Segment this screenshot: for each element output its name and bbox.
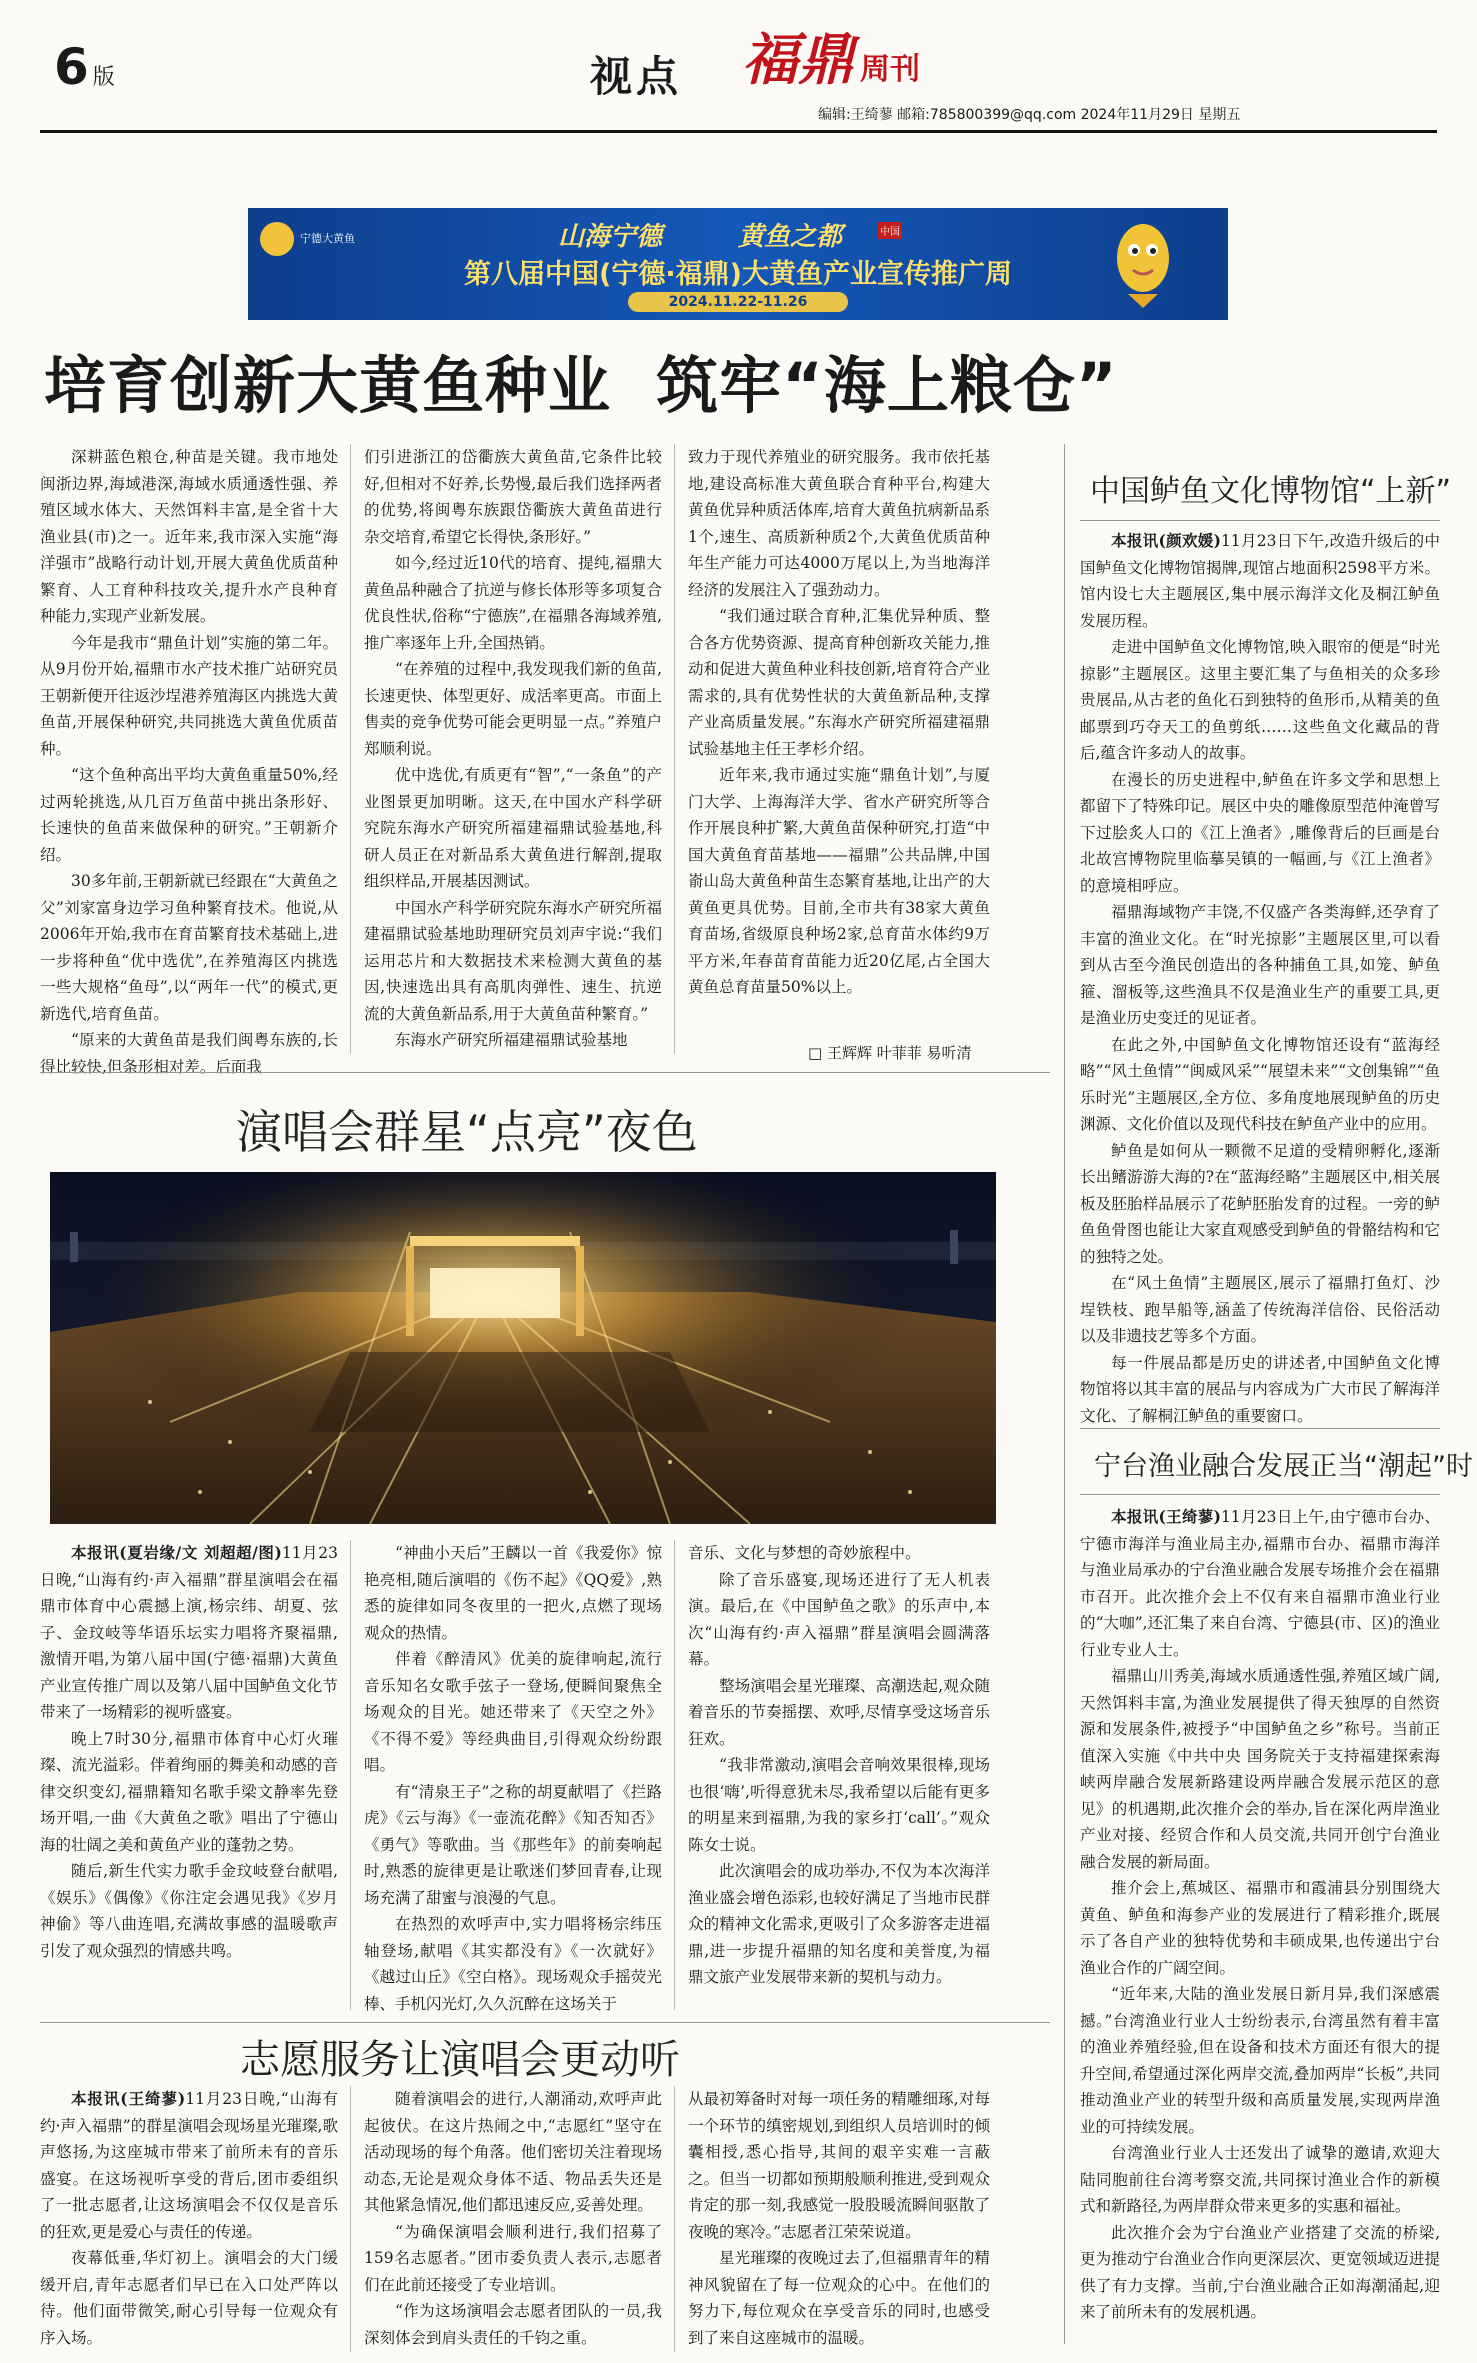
banner-dates: 2024.11.22-11.26	[628, 292, 848, 312]
museum-body	[1080, 528, 1441, 1425]
paragraph: 如今,经过近10代的培育、提纯,福鼎大黄鱼品种融合了抗逆与修长体形等多项复合优良性状,俗称“宁德族”,在福鼎各海域养殖,推广率逐年上升,全国热销。	[364, 554, 662, 652]
paragraph: 在漫长的历史进程中,鲈鱼在许多文学和思想上都留下了特殊印记。展区中央的雕像原型范仲淹曾写下过脍炙人口的《江上渔者》,雕像背后的巨画是台北故宫博物院里临摹吴镇的一幅画,与《江上渔者》的意境相呼应。	[1080, 770, 1440, 895]
paragraph: 从最初筹备时对每一项任务的精雕细琢,对每一个环节的缜密规划,到组织人员培训时的倾囊相授,悉心指导,其间的艰辛实难一言蔽之。但当一切都如预期般顺利推进,受到观众肯定的那一刻,我感觉一股股暖流瞬间驱散了夜晚的寒冷。”志愿者江荣荣说道。	[688, 2090, 990, 2241]
paragraph: 鲈鱼是如何从一颗微不足道的受精卵孵化,逐渐长出鳍游游大海的?在“蓝海经略”主题展区中,相关展板及胚胎样品展示了花鲈胚胎发育的过程。一旁的鲈鱼鱼骨图也能让大家直观感受到鲈鱼的骨骼结构和它的独特之处。	[1080, 1141, 1440, 1266]
concert-column-2	[364, 1540, 662, 2013]
column-divider	[674, 2086, 675, 2352]
volunteer-title: 志愿服务让演唱会更动听	[240, 2037, 680, 2083]
divider	[40, 2022, 1050, 2023]
masthead-name: 福鼎	[742, 27, 854, 93]
article-fish-column-3	[688, 444, 990, 1044]
paragraph: 走进中国鲈鱼文化博物馆,映入眼帘的便是“时光掠影”主题展区。这里主要汇集了与鱼相关的众多珍贵展品,从古老的鱼化石到独特的鱼形币,从精美的鱼邮票到巧夺天工的鱼剪纸……这些鱼文化藏品的背后,蕴含许多动人的故事。	[1080, 638, 1440, 762]
column-divider	[350, 2086, 351, 2352]
paragraph: 星光璀璨的夜晚过去了,但福鼎青年的精神风貌留在了每一位观众的心中。在他们的努力下,每位观众在享受音乐的同时,也感受到了来自这座城市的温暖。	[688, 2249, 990, 2347]
paragraph: 每一件展品都是历史的讲述者,中国鲈鱼文化博物馆将以其丰富的展品与内容成为广大市民了解海洋文化、了解桐江鲈鱼的重要窗口。	[1080, 1353, 1440, 1425]
divider	[1080, 1494, 1440, 1495]
banner-headline: 第八届中国(宁德·福鼎)大黄鱼产业宣传推广周	[464, 259, 1012, 290]
paragraph: 本报讯(王绮蓼)11月23日晚,“山海有约·声入福鼎”的群星演唱会现场星光璀璨,歌声悠扬,为这座城市带来了前所未有的音乐盛宴。在这场视听享受的背后,团市委组织了一批志愿者,让这场演唱会不仅仅是音乐的狂欢,更是爱心与责任的传递。	[40, 2089, 338, 2241]
paragraph: 台湾渔业行业人士还发出了诚挚的邀请,欢迎大陆同胞前往台湾考察交流,共同探讨渔业合作的新模式和新路径,为两岸群众带来更多的实惠和福祉。	[1080, 2144, 1440, 2215]
divider	[40, 1072, 1050, 1073]
paragraph: 本报讯(王绮蓼)11月23日上午,由宁德市台办、宁德市海洋与渔业局主办,福鼎市台办、福鼎市海洋与渔业局承办的宁台渔业融合发展专场推介会在福鼎市召开。此次推介会上不仅有来自福鼎市渔业行业的“大咖”,还汇集了来自台湾、宁德县(市、区)的渔业行业专业人士。	[1080, 1507, 1441, 1659]
paragraph: 整场演唱会星光璀璨、高潮迭起,观众随着音乐的节奏摇摆、欢呼,尽情享受这场音乐狂欢。	[688, 1676, 990, 1748]
paragraph: 有“清泉王子”之称的胡夏献唱了《拦路虎》《云与海》《一壶流花醉》《知否知否》《勇气》等歌曲。当《那些年》的前奏响起时,熟悉的旋律更是让歌迷们梦回青春,让现场充满了甜蜜与浪漫的气息。	[364, 1782, 662, 1907]
page-number-suffix: 版	[92, 65, 115, 90]
paragraph: 东海水产研究所福建福鼎试验基地	[395, 1031, 628, 1049]
paragraph: 随着演唱会的进行,人潮涌动,欢呼声此起彼伏。在这片热闹之中,“志愿红”坚守在活动现场的每个角落。他们密切关注着现场动态,无论是观众身体不适、物品丢失还是其他紧急情况,他们都迅速反应,妥善处理。	[364, 2090, 662, 2214]
paragraph: “原来的大黄鱼苗是我们闽粤东族的,长得比较快,但条形相对差。后面我	[40, 1031, 338, 1076]
promo-banner	[248, 208, 1228, 320]
paragraph: 优中选优,有质更有“智”,“一条鱼”的产业图景更加明晰。这天,在中国水产科学研究院东海水产研究所福建福鼎试验基地,科研人员正在对新品系大黄鱼进行解剖,提取组织样品,开展基因测试。	[364, 766, 662, 890]
paragraph: 深耕蓝色粮仓,种苗是关键。我市地处闽浙边界,海域港深,海域水质通透性强、养殖区域水体大、天然饵料丰富,是全省十大渔业县(市)之一。近年来,我市深入实施“海洋强市”战略行动计划,开展大黄鱼优质苗种繁育、人工育种科技攻关,提升水产良种育种能力,实现产业新发展。	[40, 448, 338, 625]
section-title: 视点	[590, 52, 683, 101]
volunteer-column-3	[688, 2086, 990, 2352]
paragraph: “我们通过联合育种,汇集优异种质、整合各方优势资源、提高育种创新攻关能力,推动和促进大黄鱼种业科技创新,培育符合产业需求的,具有优势性状的大黄鱼新品种,支撑产业高质量发展。”东海水产研究所福建福鼎试验基地主任王孝杉介绍。	[688, 607, 990, 758]
byline: 本报讯(王绮蓼)	[71, 2089, 186, 2108]
column-divider	[674, 1540, 675, 2010]
paragraph: 中国水产科学研究院东海水产研究所福建福鼎试验基地助理研究员刘声宇说:“我们运用芯片和大数据技术来检测大黄鱼的基因,快速选出具有高肌肉弹性、速生、抗逆流的大黄鱼新品系,用于大黄鱼苗种繁育。”	[364, 898, 662, 1023]
paragraph: “为确保演唱会顺利进行,我们招募了159名志愿者。”团市委负责人表示,志愿者们在此前还接受了专业培训。	[364, 2222, 662, 2294]
byline: 本报讯(颜欢媛)	[1111, 531, 1221, 550]
page-number	[54, 40, 115, 105]
divider	[1080, 1428, 1440, 1429]
volunteer-column-2	[364, 2086, 662, 2352]
paragraph: 此次演唱会的成功举办,不仅为本次海洋渔业盛会增色添彩,也较好满足了当地市民群众的精神文化需求,更吸引了众多游客走进福鼎,进一步提升福鼎的知名度和美誉度,为福鼎文旅产业发展带来新的契机与动力。	[688, 1862, 990, 1986]
paragraph: 晚上7时30分,福鼎市体育中心灯火璀璨、流光溢彩。伴着绚丽的舞美和动感的音律交织变幻,福鼎籍知名歌手梁文静率先登场开唱,一曲《大黄鱼之歌》唱出了宁德山海的壮阔之美和黄鱼产业的蓬勃之势。	[40, 1729, 338, 1854]
article-signature: □ 王辉辉 叶菲菲 易听清	[808, 1044, 972, 1062]
header-rule	[40, 130, 1437, 133]
main-headline: 培育创新大黄鱼种业 筑牢“海上粮仓”	[44, 349, 1118, 422]
paragraph: “作为这场演唱会志愿者团队的一员,我深刻体会到肩头责任的千钧之重。	[364, 2302, 662, 2347]
paragraph: 30多年前,王朝新就已经跟在“大黄鱼之父”刘家富身边学习鱼种繁育技术。他说,从2006年开始,我市在育苗繁育技术基础上,进一步将种鱼“优中选优”,在养殖海区内挑选一些大规格“鱼母”,以“两年一代”的模式,更新选代,培育鱼苗。	[40, 872, 338, 1023]
concert-photo-image	[50, 1172, 996, 1524]
paragraph: “近年来,大陆的渔业发展日新月异,我们深感震撼。”台湾渔业行业人士纷纷表示,台湾虽然有着丰富的渔业养殖经验,但在设备和技术方面还有很大的提升空间,希望通过深化两岸交流,叠加两岸“长板”,共同推动渔业产业的转型升级和高质量发展,实现两岸渔业的可持续发展。	[1080, 1985, 1440, 2136]
fish-mascot-icon	[1108, 216, 1178, 312]
paragraph: 在热烈的欢呼声中,实力唱将杨宗纬压轴登场,献唱《其实都没有》《一次就好》《越过山丘》《空白格》。现场观众手摇荧光棒、手机闪光灯,久久沉醉在这场关于	[364, 1915, 662, 2013]
concert-column-1	[40, 1540, 338, 2010]
paragraph: 随后,新生代实力歌手金玟岐登台献唱,《娱乐》《偶像》《你注定会遇见我》《岁月神偷》等八曲连唱,充满故事感的温暖歌声引发了观众强烈的情感共鸣。	[40, 1862, 338, 1960]
paragraph: 福鼎山川秀美,海域水质通透性强,养殖区域广阔,天然饵料丰富,为渔业发展提供了得天独厚的自然资源和发展条件,被授予“中国鲈鱼之乡”称号。当前正值深入实施《中共中央 国务院关于支持福建探索海峡两岸融合发展新路建设两岸融合发展示范区的意见》的机遇期,此次推介会的举办,旨在深化两岸渔业产业对接、经贸合作和人员交流,共同开创宁台渔业融合发展的新局面。	[1080, 1667, 1440, 1871]
byline: 本报讯(夏岩缘/文 刘超超/图)	[71, 1543, 282, 1562]
fishery-body	[1080, 1504, 1440, 2350]
paragraph: 本报讯(颜欢媛)11月23日下午,改造升级后的中国鲈鱼文化博物馆揭牌,现馆占地面积2598平方米。馆内设七大主题展区,集中展示海洋文化及桐江鲈鱼发展历程。	[1080, 531, 1441, 630]
paragraph: “神曲小天后”王麟以一首《我爱你》惊艳亮相,随后演唱的《伤不起》《QQ爱》,熟悉的旋律如同冬夜里的一把火,点燃了现场观众的热情。	[364, 1544, 662, 1642]
masthead-suffix: 周刊	[860, 52, 920, 87]
volunteer-column-1	[40, 2086, 338, 2352]
paragraph: 在“风土鱼情”主题展区,展示了福鼎打鱼灯、沙埕铁枝、跑旱船等,涵盖了传统海洋信俗、民俗活动以及非遗技艺等多个方面。	[1080, 1274, 1440, 1345]
concert-photo	[50, 1172, 996, 1524]
paragraph: 本报讯(夏岩缘/文 刘超超/图)11月23日晚,“山海有约·声入福鼎”群星演唱会在福鼎市体育中心震撼上演,杨宗纬、胡夏、弦子、金玟岐等华语乐坛实力唱将齐聚福鼎,激情开唱,为第八届中国(宁德·福鼎)大黄鱼产业宣传推广周以及第八届中国鲈鱼文化节带来了一场精彩的视听盛宴。	[40, 1543, 339, 1721]
paragraph: 此次推介会为宁台渔业产业搭建了交流的桥梁,更为推动宁台渔业合作向更深层次、更宽领域迈进提供了有力支撑。当前,宁台渔业融合正如海潮涌起,迎来了前所未有的发展机遇。	[1080, 2223, 1440, 2321]
banner-stamp: 中国	[878, 222, 902, 239]
column-divider	[1064, 444, 1065, 2344]
paragraph: 们引进浙江的岱衢族大黄鱼苗,它条件比较好,但相对不好养,长势慢,最后我们选择两者的优势,将闽粤东族跟岱衢族大黄鱼苗进行杂交培育,希望它长得快,条形好。”	[364, 448, 662, 546]
article-fish-column-1	[40, 444, 338, 1076]
banner-slogan-right: 黄鱼之都	[738, 222, 843, 252]
paragraph: 夜幕低垂,华灯初上。演唱会的大门缓缓开启,青年志愿者们早已在入口处严阵以待。他们面带微笑,耐心引导每一位观众有序入场。	[40, 2249, 338, 2347]
paragraph: “我非常激动,演唱会音响效果很棒,现场也很‘嗨’,听得意犹未尽,我希望以后能有更多的明星来到福鼎,为我的家乡打‘call’。”观众陈女士说。	[688, 1756, 990, 1854]
paragraph: 近年来,我市通过实施“鼎鱼计划”,与厦门大学、上海海洋大学、省水产研究所等合作开展良种扩繁,大黄鱼苗保种研究,打造“中国大黄鱼育苗基地——福鼎”公共品牌,中国嵛山岛大黄鱼种苗生态繁育基地,让出产的大黄鱼更具优势。目前,全市共有38家大黄鱼育苗场,省级原良种场2家,总育苗水体约9万平方米,年春苗育苗能力近20亿尾,占全国大黄鱼总育苗量50%以上。	[688, 766, 990, 996]
paragraph: 音乐、文化与梦想的奇妙旅程中。	[688, 1544, 921, 1562]
concert-column-3	[688, 1540, 990, 2010]
banner-logo-text: 宁德大黄鱼	[300, 232, 355, 245]
page-number-digit: 6	[54, 38, 89, 96]
paragraph: “在养殖的过程中,我发现我们新的鱼苗,长速更快、体型更好、成活率更高。市面上售卖的竞争优势可能会更明显一点。”养殖户郑顺利说。	[364, 660, 662, 758]
paragraph: 今年是我市“鼎鱼计划”实施的第二年。从9月份开始,福鼎市水产技术推广站研究员王朝新便开往返沙埕港养殖海区内挑选大黄鱼苗,开展保种研究,共同挑选大黄鱼优质苗种。	[40, 633, 338, 758]
header-info: 编辑:王绮蓼 邮箱:785800399@qq.com 2024年11月29日 星期五	[818, 107, 1241, 123]
banner-logo	[260, 222, 294, 256]
masthead	[742, 27, 920, 100]
byline: 本报讯(王绮蓼)	[1111, 1507, 1221, 1526]
banner-slogan-left: 山海宁德	[558, 222, 663, 252]
column-divider	[350, 444, 351, 1054]
paragraph: 致力于现代养殖业的研究服务。我市依托基地,建设高标准大黄鱼联合育种平台,构建大黄鱼优异种质活体库,培育大黄鱼抗病新品系1个,速生、高质新种质2个,大黄鱼优质苗种年生产能力可达4000万尾以上,为当地海洋经济的发展注入了强劲动力。	[688, 448, 990, 599]
paragraph: “这个鱼种高出平均大黄鱼重量50%,经过两轮挑选,从几百万鱼苗中挑出条形好、长速快的鱼苗来做保种的研究。”王朝新介绍。	[40, 766, 338, 864]
fishery-title: 宁台渔业融合发展正当“潮起”时	[1094, 1451, 1473, 1482]
column-divider	[350, 1540, 351, 2010]
museum-title: 中国鲈鱼文化博物馆“上新”	[1090, 474, 1452, 509]
paragraph: 在此之外,中国鲈鱼文化博物馆还设有“蓝海经略”“风土鱼情”“闽威风采”“展望未来”“文创集锦”“鱼乐时光”主题展区,全方位、多角度地展现鲈鱼的历史渊源、文化价值以及现代科技在鲈鱼产业中的应用。	[1080, 1035, 1440, 1133]
column-divider	[674, 444, 675, 1054]
article-fish-column-2	[364, 444, 662, 1054]
paragraph: 推介会上,蕉城区、福鼎市和霞浦县分别围绕大黄鱼、鲈鱼和海参产业的发展进行了精彩推介,既展示了各自产业的独特优势和丰硕成果,也传递出宁台渔业合作的广阔空间。	[1080, 1879, 1440, 1977]
paragraph: 伴着《醉清风》优美的旋律响起,流行音乐知名女歌手弦子一登场,便瞬间聚焦全场观众的目光。她还带来了《天空之外》《不得不爱》等经典曲目,引得观众纷纷跟唱。	[364, 1650, 662, 1774]
paragraph: 除了音乐盛宴,现场还进行了无人机表演。最后,在《中国鲈鱼之歌》的乐声中,本次“山海有约·声入福鼎”群星演唱会圆满落幕。	[688, 1570, 990, 1668]
concert-title: 演唱会群星“点亮”夜色	[236, 1105, 698, 1159]
paragraph: 福鼎海域物产丰饶,不仅盛产各类海鲜,还孕育了丰富的渔业文化。在“时光掠影”主题展区里,可以看到从古至今渔民创造出的各种捕鱼工具,如笼、鲈鱼箍、溜板等,这些渔具不仅是渔业生产的重要工具,更是渔业历史变迁的见证者。	[1080, 903, 1440, 1027]
divider	[1080, 520, 1440, 521]
